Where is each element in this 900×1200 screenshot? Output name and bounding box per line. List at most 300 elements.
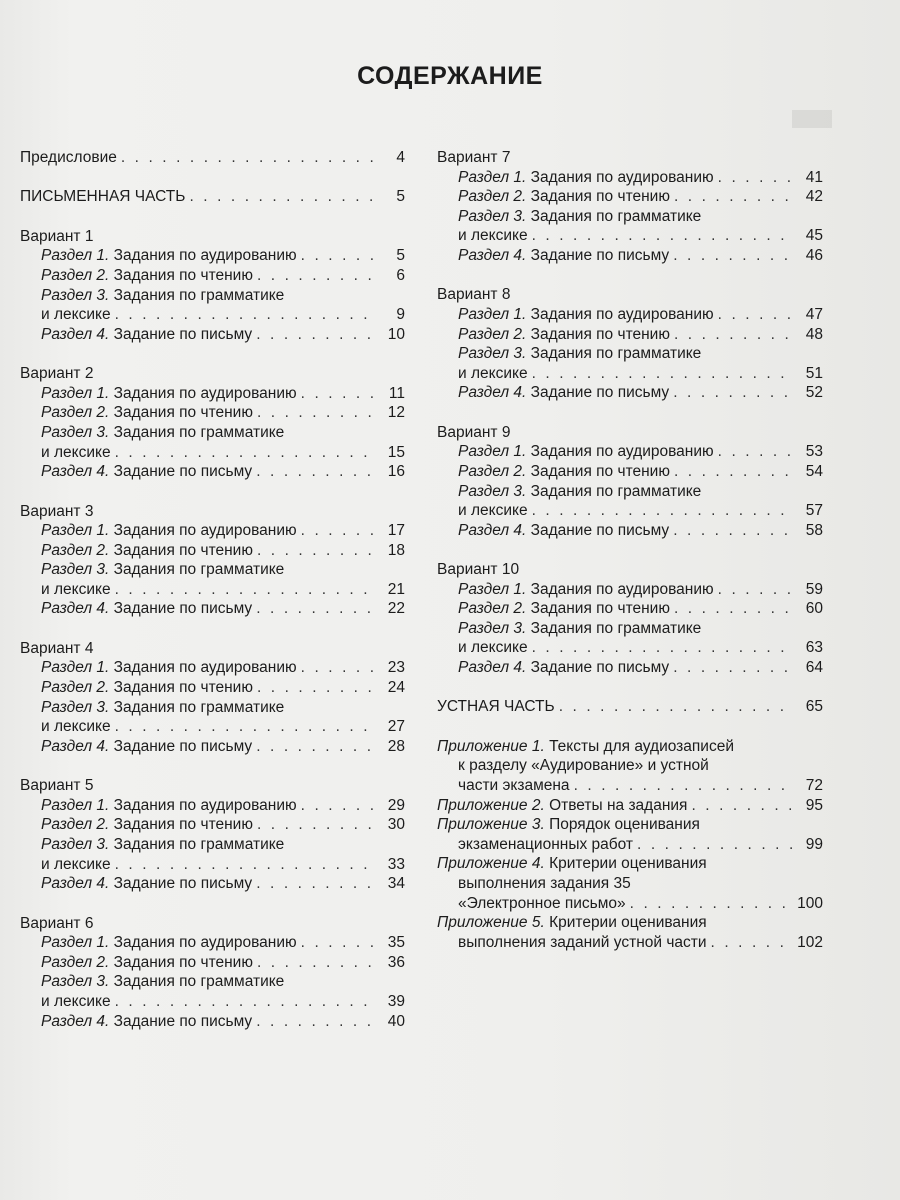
toc-section-number: Приложение 5.: [437, 914, 545, 932]
toc-leader-dots: [637, 835, 793, 855]
toc-leader-dots: [256, 462, 375, 482]
toc-entry: [437, 874, 823, 894]
toc-entry: [20, 423, 405, 443]
toc-page-number: 22: [387, 600, 405, 618]
toc-entry-label: и лексике: [458, 364, 528, 382]
toc-section-title: Задания по аудированию: [109, 522, 297, 540]
toc-entry-label: ПИСЬМЕННАЯ ЧАСТЬ: [20, 188, 186, 206]
toc-section-title: Задания по чтению: [109, 816, 253, 834]
toc-entry-label: [41, 796, 297, 816]
toc-section-number: Раздел 3.: [458, 207, 527, 225]
toc-section-number: Раздел 1.: [458, 443, 527, 461]
toc-section-title: Задания по грамматике: [526, 207, 702, 225]
toc-page-number: 28: [387, 737, 405, 755]
toc-variant-heading: [20, 227, 405, 247]
toc-entry-label: части экзамена: [458, 777, 570, 795]
toc-entry: [20, 286, 405, 306]
toc-section-number: Приложение 3.: [437, 816, 545, 834]
toc-section-title: Задания по аудированию: [526, 580, 714, 598]
toc-leader-dots: [673, 383, 793, 403]
toc-entry: [437, 168, 823, 188]
toc-entry-label: Вариант 1: [20, 227, 94, 245]
toc-section-title: Задания по грамматике: [109, 286, 285, 304]
toc-section-number: Приложение 2.: [437, 796, 545, 814]
toc-section-number: Раздел 4.: [41, 875, 110, 893]
toc-entry-label: [41, 403, 253, 423]
toc-entry: [20, 717, 405, 737]
toc-entry-label: Вариант 6: [20, 914, 94, 932]
toc-entry-label: и лексике: [41, 443, 111, 461]
toc-page-number: 33: [387, 855, 405, 873]
toc-right-column: [437, 148, 823, 952]
toc-entry-label: [437, 796, 687, 816]
toc-entry: [437, 442, 823, 462]
toc-entry-label: [41, 698, 284, 718]
toc-page-number: 99: [805, 835, 823, 853]
toc-entry-label: выполнения задания 35: [458, 874, 631, 892]
toc-entry-label: Предисловие: [20, 149, 117, 166]
toc-section-title: Ответы на задания: [544, 796, 688, 814]
toc-gap: [437, 266, 823, 286]
toc-entry-label: Вариант 4: [20, 639, 94, 657]
toc-entry-label: [437, 913, 707, 933]
page-title: СОДЕРЖАНИЕ: [357, 62, 543, 90]
toc-page-number: 40: [387, 1012, 405, 1030]
toc-section-title: Задание по письму: [526, 384, 670, 402]
toc-section-title: Задания по чтению: [526, 600, 670, 618]
toc-variant-heading: [437, 560, 823, 580]
toc-entry-label: [41, 815, 253, 835]
toc-page-number: 30: [387, 816, 405, 834]
toc-entry-label: [458, 482, 701, 502]
toc-section-title: Задание по письму: [109, 737, 253, 755]
toc-section-title: Задание по письму: [109, 463, 253, 481]
toc-page-number: 47: [805, 305, 823, 323]
toc-entry: [437, 383, 823, 403]
toc-gap: [20, 619, 405, 639]
toc-page-number: 58: [805, 521, 823, 539]
toc-leader-dots: [301, 796, 375, 816]
toc-page-number: 5: [396, 188, 405, 206]
toc-leader-dots: [674, 187, 793, 207]
toc-section-number: Приложение 1.: [437, 737, 545, 755]
toc-section-number: Раздел 3.: [458, 345, 527, 363]
toc-entry-label: [41, 560, 284, 580]
toc-variant-heading: [20, 639, 405, 659]
toc-entry: [20, 933, 405, 953]
toc-entry: [20, 521, 405, 541]
toc-entry: [437, 697, 823, 717]
toc-section-title: Задания по чтению: [109, 404, 253, 422]
toc-leader-dots: [630, 894, 793, 914]
toc-leader-dots: [532, 638, 793, 658]
toc-section-title: Задания по аудированию: [109, 384, 297, 402]
toc-section-number: Раздел 3.: [41, 423, 110, 441]
toc-entry: [437, 344, 823, 364]
toc-leader-dots: [257, 815, 375, 835]
toc-page-number: 5: [396, 247, 405, 265]
toc-section-number: Раздел 1.: [41, 934, 110, 952]
toc-entry: [437, 737, 823, 757]
toc-entry-label: [458, 325, 670, 345]
toc-section-title: Критерии оценивания: [544, 914, 707, 932]
toc-page-number: 36: [387, 953, 405, 971]
toc-section-number: Раздел 2.: [41, 541, 110, 559]
toc-leader-dots: [257, 541, 375, 561]
toc-leader-dots: [718, 580, 793, 600]
toc-variant-heading: [20, 914, 405, 934]
toc-entry-label: и лексике: [458, 227, 528, 245]
toc-entry-label: [41, 933, 297, 953]
toc-leader-dots: [115, 305, 375, 325]
toc-entry-label: [41, 599, 252, 619]
toc-section-number: Раздел 2.: [41, 816, 110, 834]
toc-leader-dots: [673, 658, 793, 678]
toc-page-number: 15: [387, 443, 405, 461]
toc-section-number: Раздел 2.: [458, 325, 527, 343]
toc-section-title: Задание по письму: [109, 600, 253, 618]
toc-page-number: 23: [387, 659, 405, 677]
toc-page-number: 6: [396, 266, 405, 284]
toc-entry-label: [41, 521, 297, 541]
toc-section-number: Раздел 2.: [41, 266, 110, 284]
toc-entry-label: [458, 305, 714, 325]
toc-entry-label: [41, 384, 297, 404]
toc-entry-label: [41, 462, 252, 482]
toc-section-title: Задание по письму: [526, 246, 670, 264]
toc-page-number: 21: [387, 580, 405, 598]
toc-entry: [437, 796, 823, 816]
toc-leader-dots: [674, 325, 793, 345]
toc-page-number: 45: [805, 227, 823, 245]
toc-entry-label: [458, 442, 714, 462]
toc-entry-label: [41, 1012, 252, 1032]
toc-leader-dots: [256, 325, 375, 345]
toc-entry-label: и лексике: [458, 639, 528, 657]
toc-page-number: 35: [387, 934, 405, 952]
toc-leader-dots: [257, 953, 375, 973]
toc-leader-dots: [673, 521, 793, 541]
toc-leader-dots: [673, 246, 793, 266]
toc-entry-label: и лексике: [41, 718, 111, 736]
toc-entry-label: [41, 541, 253, 561]
toc-entry-label: [41, 953, 253, 973]
toc-entry-label: [41, 678, 253, 698]
toc-entry: [20, 678, 405, 698]
toc-leader-dots: [674, 462, 793, 482]
toc-entry: [437, 521, 823, 541]
toc-page-number: 63: [805, 639, 823, 657]
toc-section-number: Приложение 4.: [437, 855, 545, 873]
toc-leader-dots: [674, 599, 793, 619]
toc-page-number: 34: [387, 875, 405, 893]
toc-entry: [437, 305, 823, 325]
toc-section-title: Задания по грамматике: [526, 482, 702, 500]
toc-page-number: 41: [805, 168, 823, 186]
toc-entry: [437, 580, 823, 600]
toc-entry: [437, 501, 823, 521]
toc-section-title: Задание по письму: [109, 1012, 253, 1030]
toc-entry-label: [41, 835, 284, 855]
toc-section-title: Задания по чтению: [109, 679, 253, 697]
toc-section-number: Раздел 4.: [458, 521, 527, 539]
toc-entry: [20, 305, 405, 325]
toc-entry: [20, 1012, 405, 1032]
toc-section-title: Задания по грамматике: [526, 345, 702, 363]
toc-entry: [437, 815, 823, 835]
toc-entry: [437, 599, 823, 619]
toc-gap: [437, 717, 823, 737]
toc-section-title: Задания по грамматике: [109, 561, 285, 579]
toc-section-number: Раздел 4.: [41, 737, 110, 755]
toc-entry-label: [458, 658, 669, 678]
toc-entry: [20, 737, 405, 757]
toc-section-title: Задания по аудированию: [109, 796, 297, 814]
toc-entry-label: [437, 737, 734, 757]
toc-entry-label: [41, 325, 252, 345]
toc-entry: [437, 187, 823, 207]
toc-entry: [20, 443, 405, 463]
toc-entry-label: «Электронное письмо»: [458, 894, 626, 912]
toc-entry-label: [41, 737, 252, 757]
toc-variant-heading: [437, 148, 823, 168]
toc-section-number: Раздел 3.: [458, 482, 527, 500]
toc-entry-label: [458, 383, 669, 403]
toc-section-number: Раздел 2.: [41, 679, 110, 697]
toc-entry: [437, 894, 823, 914]
toc-entry-label: [458, 246, 669, 266]
toc-leader-dots: [257, 266, 375, 286]
toc-entry: [437, 854, 823, 874]
toc-gap: [20, 756, 405, 776]
toc-entry: [437, 756, 823, 776]
toc-entry-label: Вариант 8: [437, 286, 511, 304]
toc-page-number: 18: [387, 541, 405, 559]
toc-entry: [437, 835, 823, 855]
toc-variant-heading: [437, 285, 823, 305]
toc-entry-label: Вариант 9: [437, 423, 511, 441]
toc-leader-dots: [256, 874, 375, 894]
toc-variant-heading: [20, 776, 405, 796]
toc-section-title: Задания по аудированию: [526, 168, 714, 186]
toc-leader-dots: [718, 442, 793, 462]
toc-entry: [20, 796, 405, 816]
toc-leader-dots: [301, 521, 375, 541]
toc-leader-dots: [691, 796, 793, 816]
toc-section-title: Задания по аудированию: [526, 305, 714, 323]
toc-page-number: 48: [805, 325, 823, 343]
toc-page-number: 57: [805, 502, 823, 520]
toc-entry-label: выполнения заданий устной части: [458, 933, 707, 951]
toc-section-number: Раздел 1.: [458, 305, 527, 323]
toc-page-number: 10: [387, 325, 405, 343]
toc-page-number: 100: [797, 894, 823, 912]
toc-variant-heading: [20, 502, 405, 522]
toc-entry: [20, 560, 405, 580]
toc-leader-dots: [115, 717, 375, 737]
toc-entry-label: [458, 619, 701, 639]
toc-section-number: Раздел 2.: [41, 953, 110, 971]
toc-entry: [437, 462, 823, 482]
toc-page-number: 46: [805, 246, 823, 264]
toc-section-number: Раздел 2.: [458, 600, 527, 618]
toc-leader-dots: [718, 168, 793, 188]
toc-page-number: 12: [387, 404, 405, 422]
toc-entry: [20, 658, 405, 678]
toc-section-title: Задания по аудированию: [109, 934, 297, 952]
toc-page-number: 39: [387, 992, 405, 1010]
toc-leader-dots: [256, 737, 375, 757]
toc-leader-dots: [115, 580, 375, 600]
toc-entry-label: [437, 815, 700, 835]
toc-entry-label: Вариант 7: [437, 149, 511, 166]
toc-entry-label: [458, 462, 670, 482]
toc-section-number: Раздел 1.: [458, 580, 527, 598]
toc-entry: [20, 580, 405, 600]
toc-entry-label: и лексике: [41, 992, 111, 1010]
toc-section-number: Раздел 1.: [458, 168, 527, 186]
toc-section-number: Раздел 4.: [458, 384, 527, 402]
toc-leader-dots: [115, 443, 375, 463]
toc-entry: [20, 815, 405, 835]
toc-section-title: Порядок оценивания: [544, 816, 700, 834]
toc-section-title: Задания по грамматике: [109, 698, 285, 716]
toc-leader-dots: [189, 187, 375, 207]
toc-variant-heading: [437, 423, 823, 443]
toc-leader-dots: [256, 1012, 375, 1032]
toc-variant-heading: [20, 364, 405, 384]
toc-leader-dots: [301, 384, 375, 404]
toc-section-title: Задания по чтению: [526, 462, 670, 480]
toc-left-column: [20, 148, 405, 1031]
toc-page-number: 29: [387, 796, 405, 814]
toc-section-number: Раздел 1.: [41, 522, 110, 540]
toc-section-title: Задание по письму: [526, 521, 670, 539]
toc-entry: [437, 913, 823, 933]
toc-entry: [20, 992, 405, 1012]
toc-entry: [20, 835, 405, 855]
toc-entry-label: [41, 286, 284, 306]
toc-entry: [20, 246, 405, 266]
toc-entry-label: экзаменационных работ: [458, 835, 634, 853]
toc-leader-dots: [301, 658, 375, 678]
toc-page-number: 9: [396, 306, 405, 324]
toc-gap: [20, 344, 405, 364]
toc-page-number: 72: [805, 777, 823, 795]
toc-page-number: 64: [805, 659, 823, 677]
toc-page-number: 95: [805, 796, 823, 814]
toc-page-number: 27: [387, 718, 405, 736]
toc-entry-label: [458, 599, 670, 619]
toc-section-title: Задания по аудированию: [109, 659, 297, 677]
toc-entry: [20, 953, 405, 973]
toc-entry-label: Вариант 10: [437, 561, 520, 579]
toc-entry: [437, 226, 823, 246]
toc-section-number: Раздел 2.: [458, 462, 527, 480]
toc-page-number: 65: [805, 698, 823, 716]
toc-section-number: Раздел 4.: [41, 325, 110, 343]
toc-entry-label: и лексике: [41, 855, 111, 873]
toc-page-number: 52: [805, 384, 823, 402]
toc-section-number: Раздел 3.: [41, 836, 110, 853]
toc-section-number: Раздел 1.: [41, 247, 110, 265]
toc-section-number: Раздел 1.: [41, 384, 110, 402]
toc-page-number: 60: [805, 600, 823, 618]
toc-entry: [437, 658, 823, 678]
toc-entry: [20, 403, 405, 423]
toc-section-number: Раздел 3.: [41, 561, 110, 579]
toc-section-number: Раздел 4.: [41, 600, 110, 618]
toc-entry: [437, 325, 823, 345]
toc-leader-dots: [559, 697, 793, 717]
toc-leader-dots: [257, 678, 375, 698]
toc-entry-label: [458, 207, 701, 227]
toc-entry: [437, 246, 823, 266]
toc-entry: [20, 384, 405, 404]
toc-section-number: Раздел 3.: [41, 286, 110, 304]
toc-entry: [437, 776, 823, 796]
toc-entry: [437, 638, 823, 658]
toc-page-number: 16: [387, 463, 405, 481]
toc-entry: [20, 698, 405, 718]
toc-entry-label: [437, 854, 707, 874]
toc-entry: [437, 364, 823, 384]
toc-section-number: Раздел 4.: [41, 1012, 110, 1030]
toc-section-title: Критерии оценивания: [544, 855, 707, 873]
toc-entry-label: Вариант 3: [20, 502, 94, 520]
toc-section-number: Раздел 2.: [41, 404, 110, 422]
toc-entry-label: [41, 658, 297, 678]
toc-gap: [20, 168, 405, 188]
toc-section-number: Раздел 4.: [41, 463, 110, 481]
toc-entry-label: [41, 874, 252, 894]
toc-entry-label: и лексике: [41, 580, 111, 598]
toc-entry-label: [458, 187, 670, 207]
toc-page-number: 54: [805, 462, 823, 480]
toc-page-number: 11: [388, 384, 405, 402]
toc-gap: [20, 482, 405, 502]
toc-section-title: Задания по грамматике: [109, 423, 285, 441]
toc-entry-label: УСТНАЯ ЧАСТЬ: [437, 698, 555, 716]
toc-leader-dots: [121, 148, 375, 168]
toc-leader-dots: [532, 501, 793, 521]
toc-section-number: Раздел 2.: [458, 188, 527, 206]
toc-entry-label: [41, 246, 297, 266]
toc-leader-dots: [532, 364, 793, 384]
toc-section-number: Раздел 3.: [41, 698, 110, 716]
toc-section-title: Задания по аудированию: [526, 443, 714, 461]
toc-leader-dots: [711, 933, 793, 953]
toc-entry: [20, 148, 405, 168]
toc-section-title: Задания по чтению: [526, 188, 670, 206]
toc-section-title: Задания по грамматике: [109, 973, 285, 991]
toc-section-title: Задание по письму: [109, 875, 253, 893]
toc-section-number: Раздел 4.: [458, 246, 527, 264]
toc-entry-label: Вариант 5: [20, 777, 94, 795]
toc-entry-label: [458, 580, 714, 600]
toc-section-number: Раздел 3.: [41, 973, 110, 991]
toc-entry-label: [41, 972, 284, 992]
page-smudge: [792, 110, 832, 128]
toc-section-title: Задания по чтению: [109, 541, 253, 559]
toc-entry: [437, 619, 823, 639]
toc-section-number: Раздел 4.: [458, 659, 527, 677]
toc-section-title: Тексты для аудиозаписей: [544, 737, 734, 755]
toc-leader-dots: [115, 992, 375, 1012]
toc-leader-dots: [718, 305, 793, 325]
toc-leader-dots: [115, 855, 375, 875]
toc-gap: [437, 403, 823, 423]
